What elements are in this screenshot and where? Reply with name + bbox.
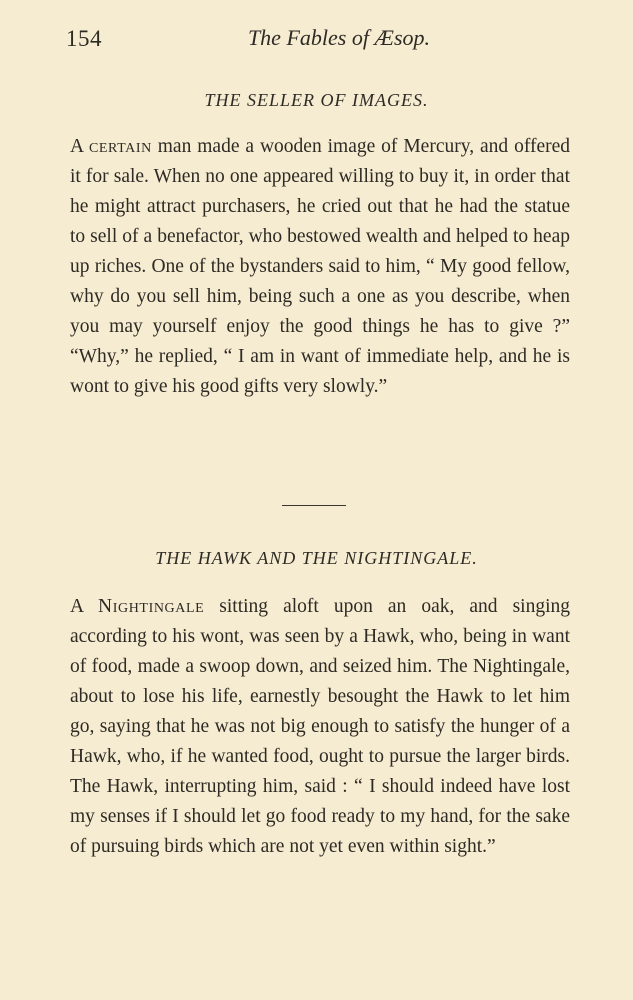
fable-opening-letter: A — [70, 136, 84, 157]
page-number: 154 — [66, 26, 102, 51]
fable-title: THE SELLER OF IMAGES. — [204, 90, 429, 110]
fable-text — [70, 132, 570, 402]
fable-body-text: man made a wooden image of Mercury, and offered it for sale. When no one appeared willing to buy it, in order that he might attract purchasers, he cried out that he had the statue to sell of a benefactor, who bestowed wealth and helped to heap up riches. One of the bystanders said to him, “ My good fellow, why do you sell him, being such a one as you describe, when you may yourself enjoy the good things he has to give ?” “Why,” he replied, “ I am in want of immediate help, and he is wont to give his good gifts very slowly.” — [70, 136, 571, 397]
running-title: The Fables of Æsop. — [247, 25, 431, 50]
fable-opening-word: Nightingale — [98, 596, 205, 617]
page-header — [66, 22, 572, 52]
fable-opening-letter: A — [70, 596, 84, 617]
section-divider — [282, 505, 346, 506]
fable-opening-word: certain — [88, 136, 152, 157]
fable-title: THE HAWK AND THE NIGHTINGALE. — [155, 548, 478, 568]
fable-text — [70, 592, 570, 862]
fable-body-text: sitting aloft upon an oak, and singing according to his wont, was seen by a Hawk, who, being in want of food, made a swoop down, and seized him. The Nightingale, about to lose his life, earnestly besought the Hawk to let him go, saying that he was not big enough to satisfy the hunger of a Hawk, who, if he wanted food, ought to pursue the larger birds. The Hawk, interrupting him, said : “ I should indeed have lost my senses if I should let go food ready to my hand, for the sake of pursuing birds which are not yet even within sight.” — [70, 596, 570, 857]
